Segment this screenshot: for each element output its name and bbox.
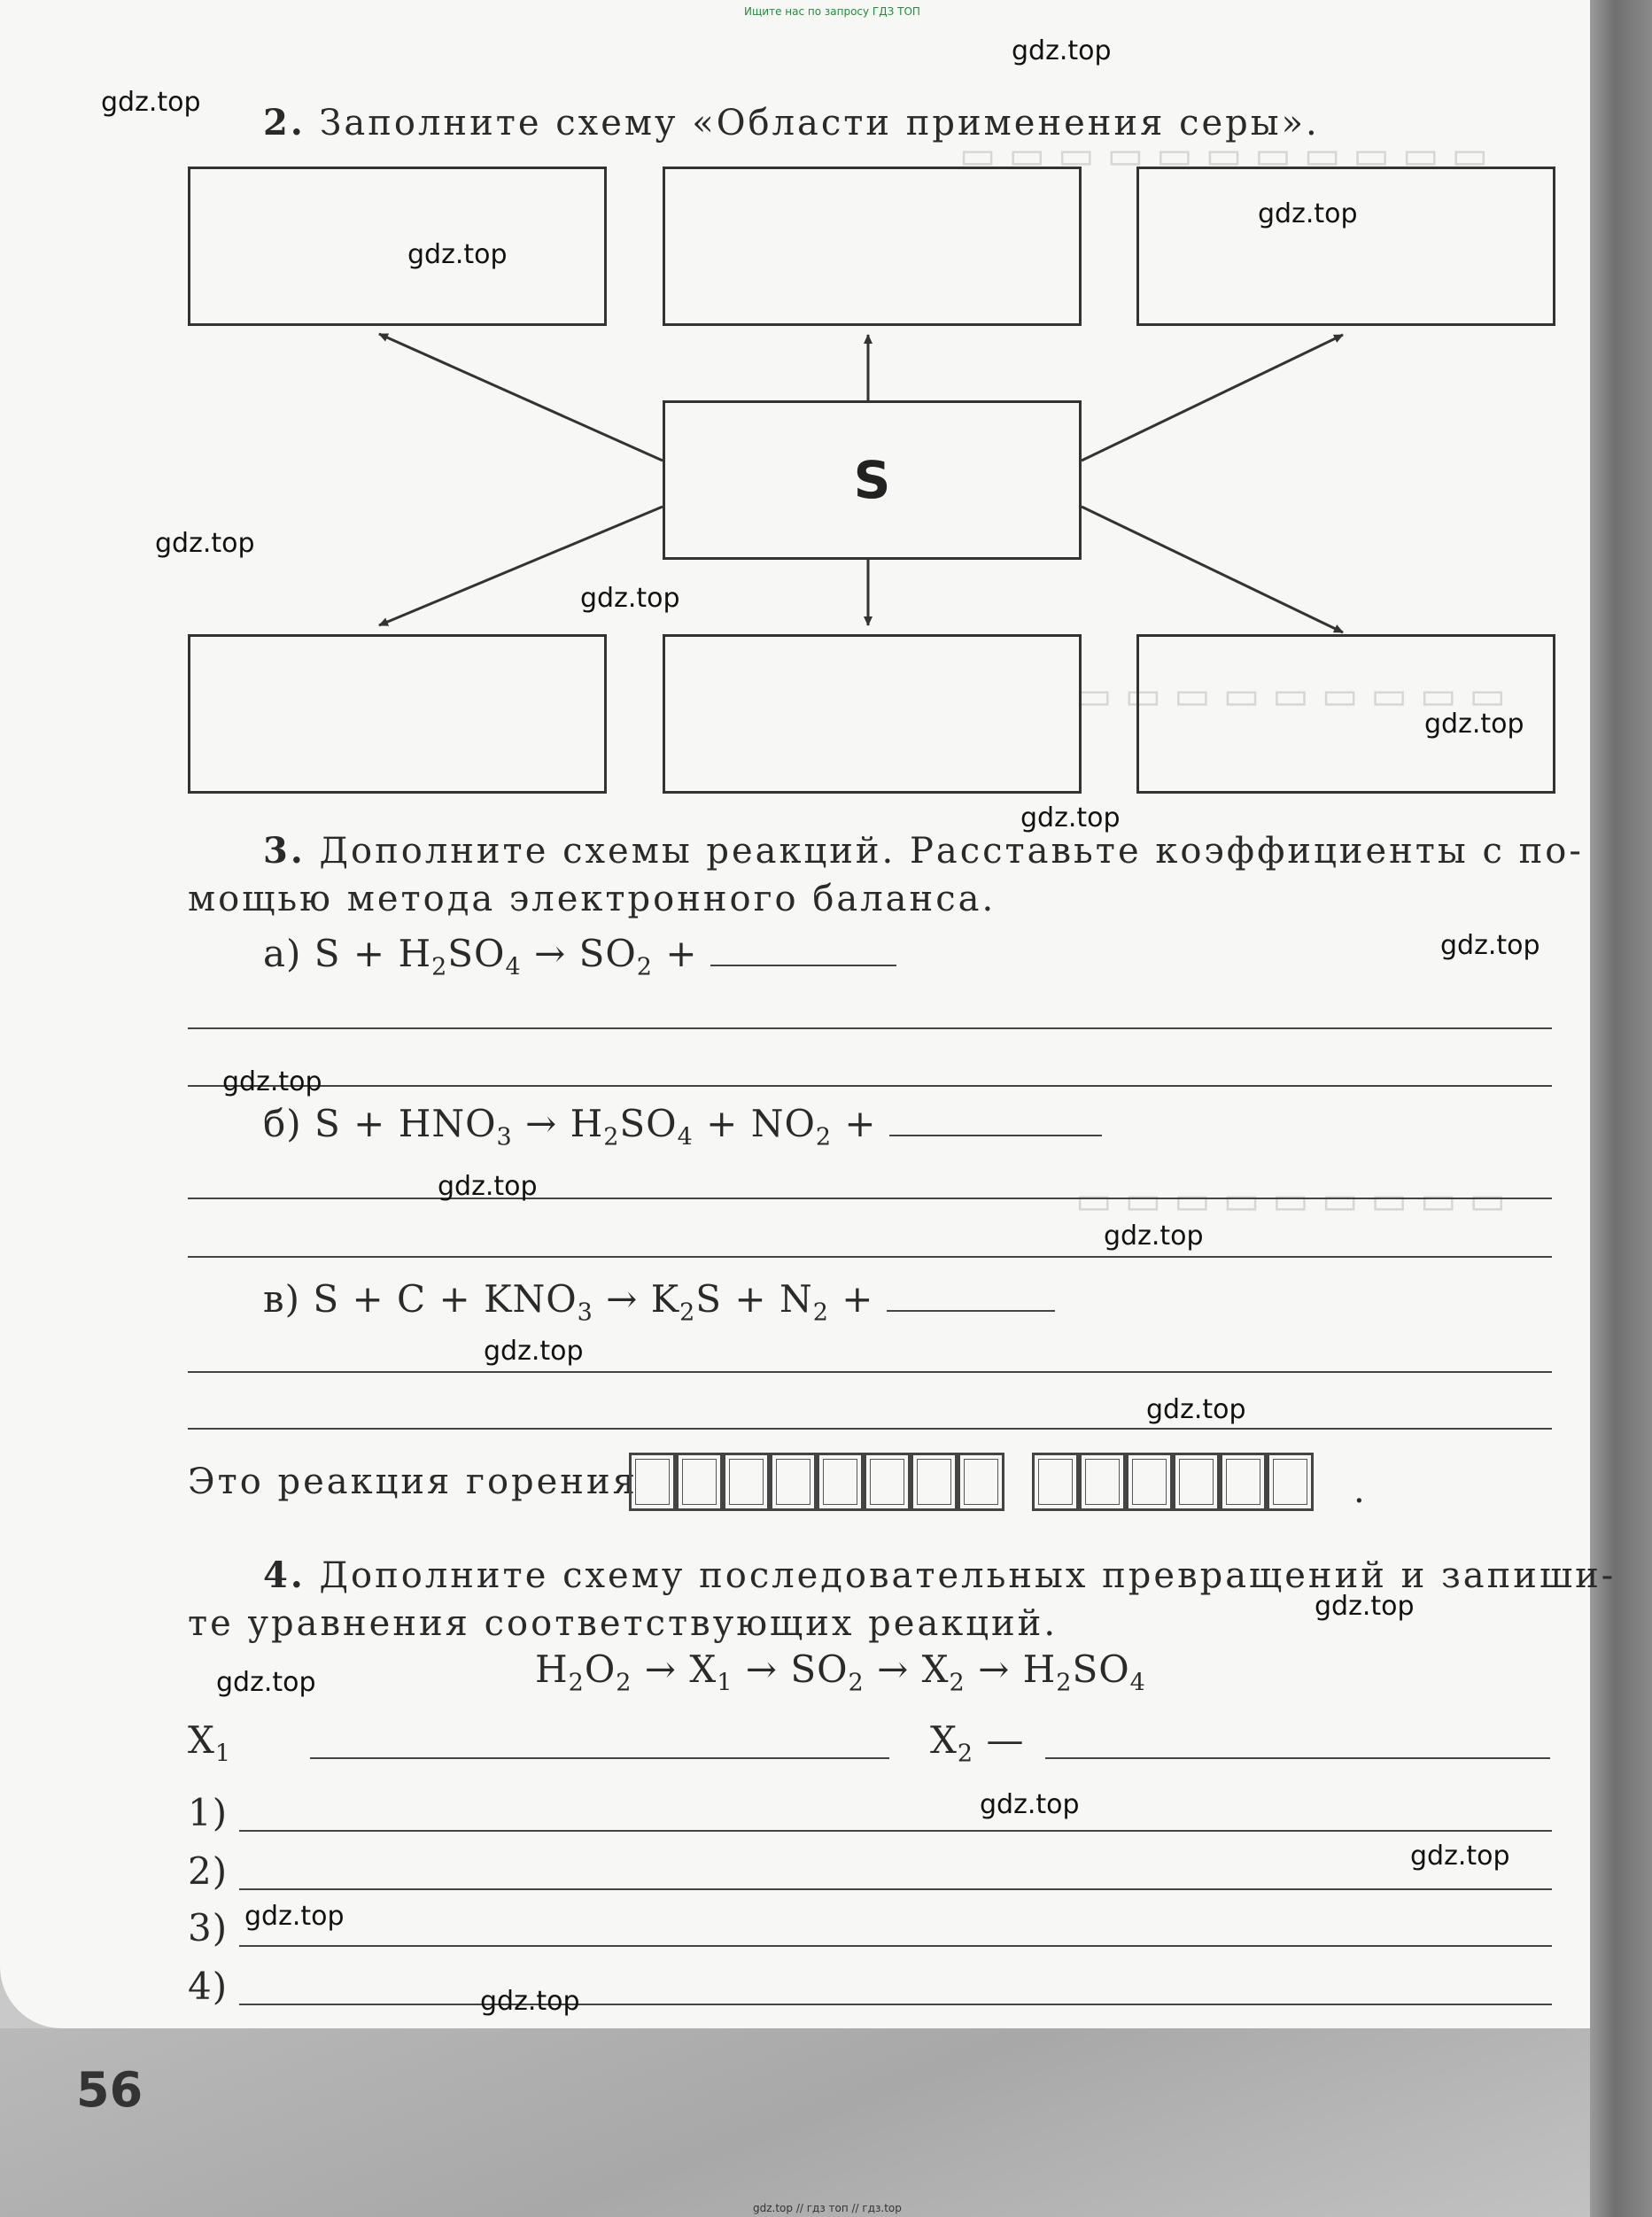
- task2-text: Заполните схему «Области применения серы».: [319, 103, 1320, 143]
- watermark: gdz.top: [1012, 35, 1112, 66]
- watermark: gdz.top: [222, 1066, 322, 1097]
- letter-cell[interactable]: [1126, 1453, 1173, 1511]
- answer-line[interactable]: [188, 1027, 1552, 1029]
- equation-number: 1): [188, 1791, 229, 1834]
- task3-heading: [263, 827, 1584, 875]
- letter-cell[interactable]: [1173, 1453, 1220, 1511]
- watermark: gdz.top: [484, 1336, 584, 1367]
- page-number: 56: [76, 2062, 143, 2118]
- letter-cell[interactable]: [676, 1453, 723, 1511]
- watermark: gdz.top: [1424, 709, 1524, 740]
- watermark: gdz.top: [244, 1901, 345, 1932]
- equation-number: 2): [188, 1849, 229, 1893]
- watermark: gdz.top: [1104, 1221, 1204, 1252]
- equation-line-1[interactable]: [239, 1830, 1552, 1832]
- task4-line1: Дополните схему последовательных превращений и запиши-: [319, 1555, 1617, 1596]
- letter-cell[interactable]: [629, 1453, 676, 1511]
- watermark: gdz.top: [580, 583, 680, 614]
- letter-cell[interactable]: [817, 1453, 864, 1511]
- scheme-arrows: [0, 0, 1652, 850]
- letter-cell[interactable]: [770, 1453, 817, 1511]
- show-through-decoration: ▭ ▭ ▭ ▭ ▭ ▭ ▭ ▭ ▭: [1074, 1178, 1506, 1223]
- bottom-notice: gdz.top // гдз топ // гдз.top: [753, 2202, 902, 2214]
- watermark: gdz.top: [980, 1789, 1080, 1820]
- answer-line[interactable]: [188, 1371, 1552, 1373]
- x2-answer-line[interactable]: [1045, 1757, 1550, 1759]
- reaction-b: б) $S + HNO_3 \to H_2SO_4 + NO_2$ +: [263, 1102, 1102, 1151]
- reaction-c: в) $S + C + KNO_3 \to K_2S + N_2$ +: [263, 1277, 1055, 1326]
- letter-cell[interactable]: [1032, 1453, 1079, 1511]
- task4-number: 4.: [263, 1554, 306, 1596]
- answer-line[interactable]: [188, 1428, 1552, 1430]
- answer-line[interactable]: [188, 1085, 1552, 1087]
- reaction-c-product-blank[interactable]: [887, 1310, 1055, 1312]
- letter-cell[interactable]: [911, 1453, 958, 1511]
- page-edge-shadow: [0, 2028, 1590, 2217]
- x2-label: $X_2$ —: [930, 1718, 1025, 1768]
- watermark: gdz.top: [480, 1986, 580, 2017]
- top-notice: Ищите нас по запросу ГДЗ ТОП: [744, 5, 920, 18]
- equation-line-3[interactable]: [239, 1945, 1552, 1947]
- reaction-b-label: б): [263, 1102, 302, 1145]
- combustion-text: Это реакция горения: [188, 1461, 638, 1502]
- x2-dash: —: [986, 1718, 1025, 1762]
- watermark: gdz.top: [407, 239, 508, 270]
- equation-line-2[interactable]: [239, 1888, 1552, 1890]
- watermark: gdz.top: [1258, 198, 1358, 229]
- watermark: gdz.top: [155, 528, 255, 559]
- watermark: gdz.top: [1146, 1394, 1246, 1425]
- arrow-to-bottom-right: [1082, 507, 1343, 632]
- letter-cell[interactable]: [1079, 1453, 1126, 1511]
- reaction-b-product-blank[interactable]: [889, 1135, 1102, 1136]
- arrow-to-top-right: [1082, 335, 1343, 461]
- watermark: gdz.top: [216, 1667, 316, 1698]
- task4-heading-line2: те уравнения соответствующих реакций.: [188, 1603, 1059, 1644]
- combustion-answer-cells[interactable]: [629, 1453, 1361, 1511]
- letter-cell[interactable]: [1267, 1453, 1314, 1511]
- letter-cell[interactable]: [958, 1453, 1004, 1511]
- transformation-chain: $H_2O_2 \to X_1 \to SO_2 \to X_2 \to H_2SO_4$: [535, 1647, 1146, 1697]
- answer-line[interactable]: [188, 1198, 1552, 1199]
- reaction-a-label: а): [263, 932, 302, 975]
- show-through-decoration: ▭ ▭ ▭ ▭ ▭ ▭ ▭ ▭ ▭ ▭ ▭: [958, 133, 1488, 178]
- letter-cell[interactable]: [1220, 1453, 1267, 1511]
- equation-line-4[interactable]: [239, 2004, 1552, 2005]
- watermark: gdz.top: [1315, 1591, 1415, 1622]
- equation-number: 4): [188, 1965, 229, 2008]
- task3-heading-line2: мощью метода электронного баланса.: [188, 879, 997, 919]
- letter-cell[interactable]: [723, 1453, 770, 1511]
- combustion-period: .: [1353, 1470, 1368, 1511]
- watermark: gdz.top: [1410, 1841, 1510, 1872]
- reaction-a-product-blank[interactable]: [710, 965, 896, 966]
- letter-cell[interactable]: [864, 1453, 911, 1511]
- watermark: gdz.top: [1440, 930, 1540, 961]
- watermark: gdz.top: [1020, 802, 1121, 833]
- x1-answer-line[interactable]: [310, 1757, 889, 1759]
- arrow-to-top-left: [379, 334, 663, 461]
- reaction-a: а) $S + H_2SO_4 \to SO_2$ +: [263, 932, 896, 981]
- x1-label: $X_1$: [188, 1718, 232, 1768]
- watermark: gdz.top: [101, 87, 201, 118]
- sulfur-symbol: S: [853, 450, 891, 510]
- task3-line1: Дополните схемы реакций. Расставьте коэффициенты с по-: [319, 831, 1584, 872]
- task2-number: 2.: [263, 102, 306, 143]
- show-through-decoration: ▭ ▭ ▭ ▭ ▭ ▭ ▭ ▭ ▭: [1074, 673, 1506, 718]
- reaction-c-label: в): [263, 1277, 301, 1321]
- watermark: gdz.top: [438, 1171, 538, 1202]
- answer-line[interactable]: [188, 1256, 1552, 1258]
- equation-number: 3): [188, 1906, 229, 1950]
- task3-number: 3.: [263, 830, 306, 872]
